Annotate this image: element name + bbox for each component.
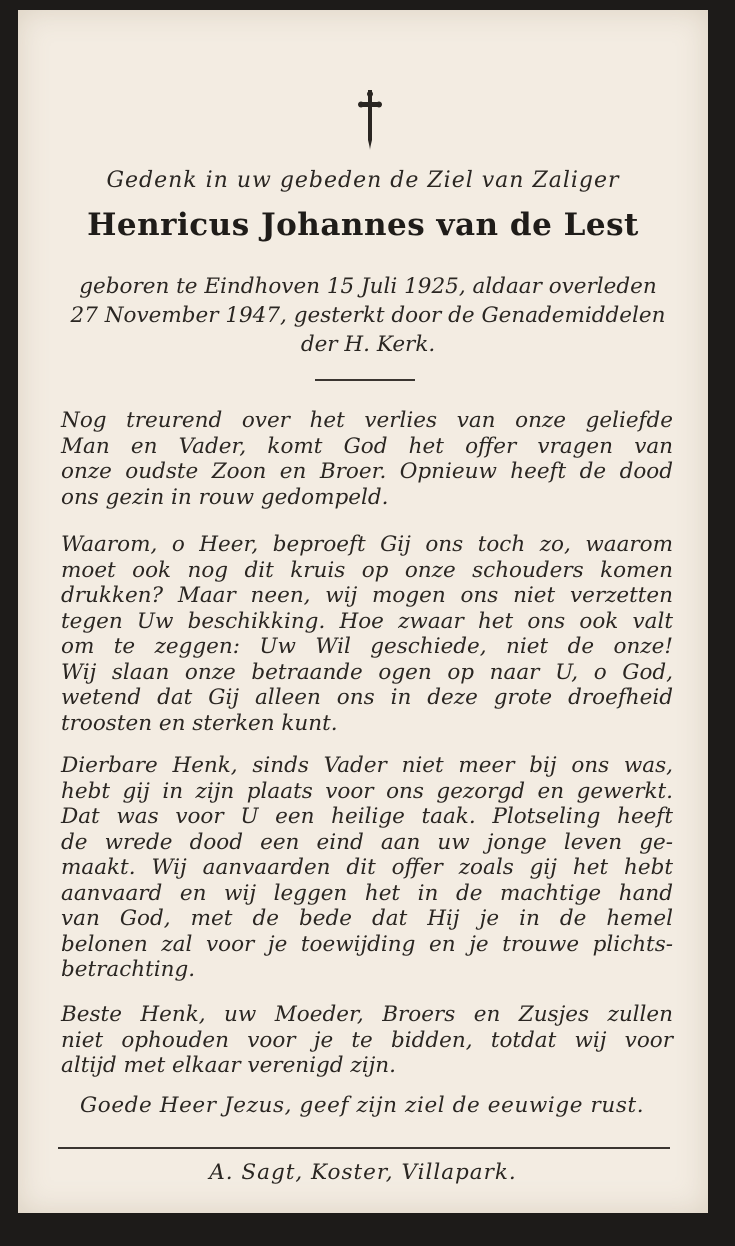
text-line: maakt. Wij aanvaarden dit offer zoals gij het hebt (61, 855, 673, 880)
text-line: Beste Henk, uw Moeder, Broers en Zusjes zullen (61, 1002, 673, 1027)
birth-line: geboren te Eindhoven 15 Juli 1925, aldaar overleden (79, 274, 657, 299)
text-line: Waarom, o Heer, beproeft Gij ons toch zo, waarom (61, 532, 673, 557)
intro-line: Gedenk in uw gebeden de Ziel van Zaliger (106, 168, 620, 193)
deceased-name: Henricus Johannes van de Lest (87, 207, 639, 243)
text-line: Wij slaan onze betraande ogen op naar U, o God, (61, 659, 673, 685)
paragraph-3 (61, 753, 673, 983)
paragraph-1 (61, 408, 673, 510)
text-line: niet ophouden voor je te bidden, totdat wij voor (61, 1027, 673, 1053)
text-line: aanvaard en wij leggen het in de machtige hand (61, 880, 673, 906)
paragraph-4 (61, 1002, 673, 1079)
text-line: tegen Uw beschikking. Hoe zwaar het ons ook valt (61, 608, 673, 634)
text-line: hebt gij in zijn plaats voor ons gezorgd en gewerkt. (61, 778, 673, 804)
text-line: Dierbare Henk, sinds Vader niet meer bij ons was, (61, 753, 673, 778)
text-line: betrachting. (61, 957, 196, 982)
text-line: Dat was voor U een heilige taak. Plotseling heeft (61, 804, 673, 829)
text-line: de wrede dood een eind aan uw jonge leven ge- (61, 829, 673, 855)
text-line: van God, met de bede dat Hij je in de hemel (61, 906, 673, 931)
printer-credit: A. Sagt, Koster, Villapark. (209, 1160, 517, 1185)
birth-death-text (58, 272, 678, 359)
text-line: Man en Vader, komt God het offer vragen van (61, 433, 673, 459)
closing-prayer: Goede Heer Jezus, geef zijn ziel de eeuwige rust. (80, 1093, 645, 1118)
divider (315, 379, 415, 381)
text-line: om te zeggen: Uw Wil geschiede, niet de onze! (61, 634, 673, 659)
text-line: wetend dat Gij alleen ons in deze grote droefheid (61, 685, 673, 710)
text-line: onze oudste Zoon en Broer. Opnieuw heeft de dood (61, 459, 673, 484)
paragraph-2 (61, 532, 673, 736)
card-paper (18, 10, 708, 1213)
birth-line: 27 November 1947, gesterkt door de Genademiddelen (70, 303, 666, 328)
text-line: troosten en sterken kunt. (61, 710, 338, 736)
text-line: altijd met elkaar verenigd zijn. (61, 1053, 396, 1078)
text-line: drukken? Maar neen, wij mogen ons niet verzetten (61, 583, 673, 608)
text-line: ons gezin in rouw gedompeld. (61, 484, 389, 510)
text-line: Nog treurend over het verlies van onze geliefde (61, 408, 673, 433)
text-line: belonen zal voor je toewijding en je trouwe plichts- (61, 931, 673, 957)
cross-icon (358, 90, 382, 150)
text-line: moet ook nog dit kruis op onze schouders komen (61, 557, 673, 583)
divider (58, 1147, 670, 1149)
birth-line: der H. Kerk. (300, 332, 436, 357)
